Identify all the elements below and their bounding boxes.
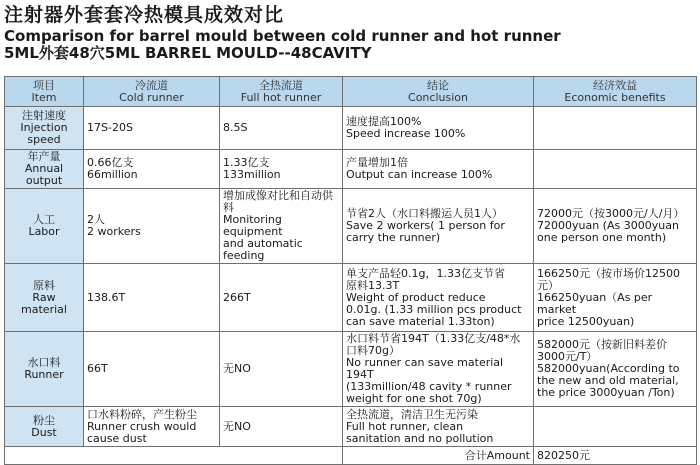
cell-line: 注射速度 [22,109,66,122]
header-economic-benefits: 经济效益 Economic benefits [534,77,697,107]
cell-line: can save material 1.33ton) [346,314,495,328]
cell-line: cause dust [87,431,147,445]
cell-cold-runner [84,332,220,407]
cell-line: 水口料节省194T（1.33亿支/48*水 [346,332,521,345]
table-row [5,150,697,189]
cell-line: 口料70g） [346,344,400,357]
cell-line: 66million [87,168,138,181]
table-row [5,407,697,447]
cell-line: the new and old material, [537,374,679,387]
cell-line: Raw material [21,290,67,316]
cell-line: No runner can save material 194T [346,356,504,381]
cell-item [5,332,84,407]
cell-item [5,150,84,189]
cell-line: 166250yuan（As per market [537,290,653,316]
header-conclusion: 结论 Conclusion [343,77,534,107]
cell-hot-runner [220,189,343,264]
cell-line: sanitation and no pollution [346,431,494,445]
table-row [5,264,697,332]
cell-line: Labor [28,225,60,238]
cell-economic-benefit [534,150,697,189]
cell-line: 增加成像对比和自动供料 [223,189,333,214]
cell-line: 266T [223,290,251,304]
cell-economic-benefit [534,107,697,150]
cell-line: 原料 [33,278,55,292]
cell-line: 72000元（按3000元/人/月） [537,207,685,220]
cell-line: 2 workers [87,225,141,238]
total-label: 合计Amount [343,447,534,465]
cell-line: 无NO [223,362,251,375]
cell-line: carry the runner) [346,231,441,244]
cell-line: 17S-20S [87,121,133,134]
cell-line: 8.5S [223,121,248,134]
cell-line: Full hot runner, clean [346,419,464,433]
cell-line: 133million [223,168,281,181]
cell-item [5,107,84,150]
cell-conclusion [343,332,534,407]
cell-conclusion [343,107,534,150]
cell-line: 66T [87,362,108,375]
cell-line: Runner [24,368,64,381]
cell-economic-benefit [534,407,697,447]
cell-economic-benefit [534,264,697,332]
cell-line: and automatic feeding [223,237,303,262]
cell-line: 582000元（按新旧料差价 [537,338,667,351]
cell-cold-runner [84,407,220,447]
cell-conclusion [343,407,534,447]
cell-cold-runner [84,150,220,189]
cell-line: Monitoring equipment [223,213,283,238]
cell-cold-runner [84,264,220,332]
title-block [4,2,696,62]
cell-line: 年产量 [27,150,61,163]
cell-line: price 12500yuan) [537,314,635,328]
table-row [5,332,697,407]
cell-line: 1.33亿支 [223,156,270,169]
cell-line: speed [27,133,61,146]
cell-line: 0.01g. (1.33 million pcs product [346,302,522,316]
cell-line: 粉尘 [33,413,55,427]
cell-line: 人工 [33,213,55,226]
total-row [5,447,697,465]
cell-line: Output can increase 100% [346,168,493,181]
cell-conclusion [343,150,534,189]
cell-line: 全热流道，清洁卫生无污染 [346,407,478,421]
cell-line: 3000元/T） [537,350,598,363]
cell-line: 产量增加1倍 [346,156,408,169]
header-hot-runner: 全热流道 Full hot runner [220,77,343,107]
cell-item [5,407,84,447]
cell-line: 582000yuan(According to [537,362,680,375]
total-value: 820250元 [534,447,697,465]
cell-economic-benefit [534,332,697,407]
cell-hot-runner [220,107,343,150]
cell-item [5,189,84,264]
page-title-cn: 注射器外套套冷热模具成效对比 [4,4,285,26]
header-item: 项目 Item [5,77,84,107]
cell-line: 166250元（按市场价12500元） [537,266,680,292]
cell-line: Weight of product reduce [346,290,486,304]
cell-line: one person one month) [537,231,667,244]
cell-line: 2人 [87,213,105,226]
page-title-en: Comparison for barrel mould between cold runner and hot runner [4,27,561,45]
cell-line: Injection [20,121,68,134]
cell-item [5,264,84,332]
header-row [5,77,697,107]
cell-line: 0.66亿支 [87,156,134,169]
comparison-table [4,76,697,465]
cell-economic-benefit [534,189,697,264]
table-row [5,107,697,150]
cell-conclusion [343,189,534,264]
cell-line: Save 2 workers( 1 person for [346,219,505,232]
cell-hot-runner [220,332,343,407]
cell-line: 速度提高100% [346,115,422,128]
cell-line: 138.6T [87,290,126,304]
cell-line: Dust [31,425,57,439]
table-row [5,189,697,264]
cell-line: 72000yuan (As 3000yuan [537,219,679,232]
cell-hot-runner [220,264,343,332]
cell-line: 原料13.3T [346,278,400,292]
cell-hot-runner [220,150,343,189]
cell-line: 节省2人（水口料搬运人员1人） [346,207,503,220]
cell-line: Speed increase 100% [346,127,466,140]
cell-line: 水口料 [27,356,61,369]
cell-hot-runner [220,407,343,447]
cell-line: Runner crush would [87,419,197,433]
cell-line: 无NO [223,419,251,433]
cell-line: 口水料粉碎，产生粉尘 [87,407,197,421]
cell-line: 单支产品轻0.1g，1.33亿支节省 [346,266,505,280]
cell-line: (133million/48 cavity * runner [346,380,512,393]
page-subtitle: 5ML外套48穴5ML BARREL MOULD--48CAVITY [4,44,372,62]
cell-line: weight for one shot 70g) [346,392,482,405]
header-cold-runner: 冷流道 Cold runner [84,77,220,107]
cell-line: the price 3000yuan /Ton) [537,386,675,399]
cell-conclusion [343,264,534,332]
cell-cold-runner [84,189,220,264]
total-blank-cell [5,447,343,465]
cell-cold-runner [84,107,220,150]
cell-line: Annual output [24,162,64,187]
